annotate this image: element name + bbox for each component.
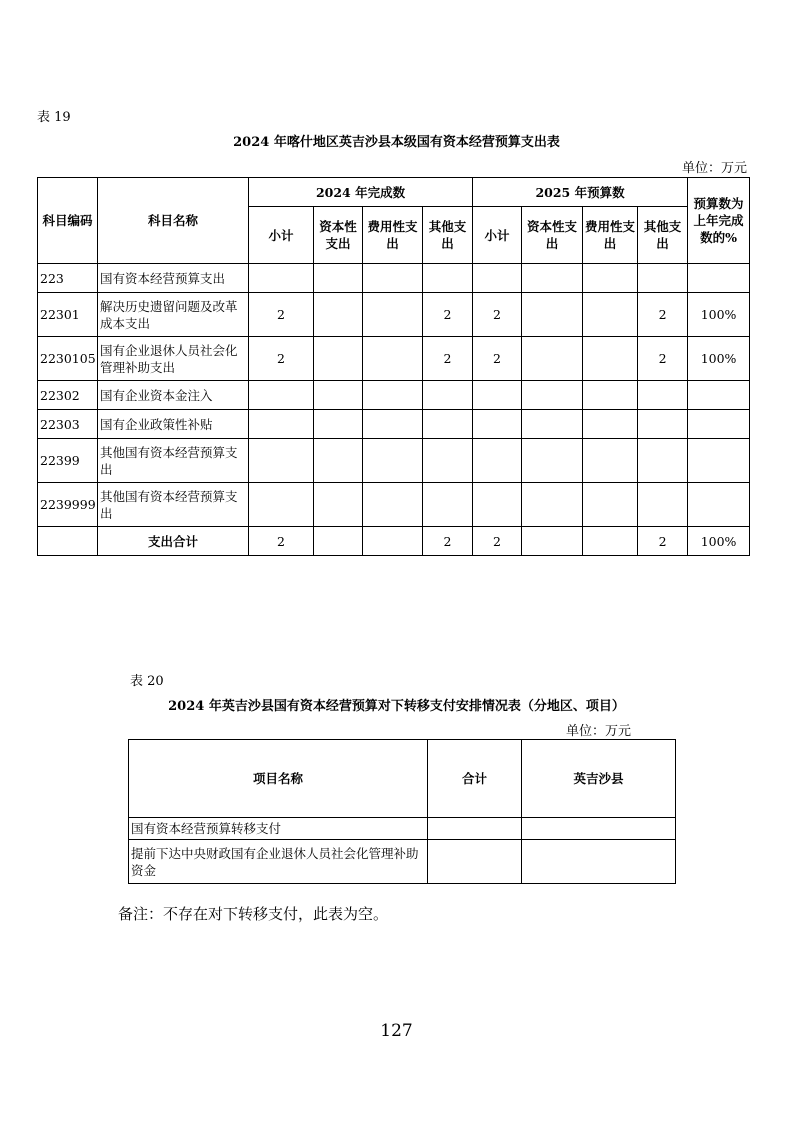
row-code: 223 (38, 264, 98, 293)
row-value (423, 483, 473, 527)
row-name: 国有企业资本金注入 (98, 381, 249, 410)
row-value (638, 483, 688, 527)
row-value (688, 381, 750, 410)
total-value (314, 527, 363, 556)
total-value: 2 (638, 527, 688, 556)
row-value: 2 (473, 337, 522, 381)
row-value (314, 264, 363, 293)
table-row (38, 381, 750, 410)
row-value (423, 439, 473, 483)
header-capital-2024: 资本性支出 (314, 207, 363, 264)
total-value (583, 527, 638, 556)
row-value (423, 264, 473, 293)
row-value (473, 381, 522, 410)
table-row (38, 293, 750, 337)
row-value: 2 (638, 337, 688, 381)
project-name: 国有资本经营预算转移支付 (129, 818, 428, 840)
project-total (428, 818, 522, 840)
row-value (638, 264, 688, 293)
row-value (314, 483, 363, 527)
row-value (583, 381, 638, 410)
row-value (583, 293, 638, 337)
row-value (363, 439, 423, 483)
row-value (583, 439, 638, 483)
row-value (363, 264, 423, 293)
header-other-2024: 其他支出 (423, 207, 473, 264)
row-code: 22399 (38, 439, 98, 483)
row-value (522, 439, 583, 483)
row-value (522, 381, 583, 410)
table-row (38, 337, 750, 381)
row-code: 22302 (38, 381, 98, 410)
row-value (583, 337, 638, 381)
row-value (423, 381, 473, 410)
row-value (314, 293, 363, 337)
row-value (583, 410, 638, 439)
row-value: 2 (638, 293, 688, 337)
table20-title: 2024 年英吉沙县国有资本经营预算对下转移支付安排情况表（分地区、项目） (168, 699, 625, 714)
row-value (522, 483, 583, 527)
row-value (583, 264, 638, 293)
row-name: 其他国有资本经营预算支出 (98, 439, 249, 483)
row-value (423, 410, 473, 439)
total-code (38, 527, 98, 556)
table-row (38, 410, 750, 439)
table20-unit: 单位：万元 (566, 724, 632, 739)
table-row (38, 264, 750, 293)
row-value (688, 410, 750, 439)
row-value: 2 (423, 337, 473, 381)
row-value (473, 483, 522, 527)
row-code: 22301 (38, 293, 98, 337)
total-value (363, 527, 423, 556)
row-name: 其他国有资本经营预算支出 (98, 483, 249, 527)
header-expense-2025: 费用性支出 (583, 207, 638, 264)
row-value (688, 264, 750, 293)
row-value: 2 (473, 293, 522, 337)
row-name: 解决历史遗留问题及改革成本支出 (98, 293, 249, 337)
header-2025: 2025 年预算数 (473, 178, 688, 207)
row-value: 100% (688, 293, 750, 337)
row-value (522, 293, 583, 337)
header-subtotal-2024: 小计 (249, 207, 314, 264)
row-value (249, 439, 314, 483)
row-value (638, 439, 688, 483)
table19-label: 表 19 (37, 110, 71, 125)
table-row (38, 439, 750, 483)
table20-label: 表 20 (130, 674, 164, 689)
header-code: 科目编码 (38, 178, 98, 264)
table19 (37, 177, 750, 556)
project-name: 提前下达中央财政国有企业退休人员社会化管理补助资金 (129, 840, 428, 884)
header-project-name: 项目名称 (129, 740, 428, 818)
row-value (363, 381, 423, 410)
header-2024: 2024 年完成数 (249, 178, 473, 207)
row-value (363, 293, 423, 337)
header-subtotal-2025: 小计 (473, 207, 522, 264)
row-code: 22303 (38, 410, 98, 439)
table20 (128, 739, 676, 884)
row-value (314, 439, 363, 483)
row-value (249, 483, 314, 527)
row-value (363, 483, 423, 527)
table-row (38, 483, 750, 527)
row-value (522, 410, 583, 439)
row-value: 100% (688, 337, 750, 381)
note: 备注：不存在对下转移支付，此表为空。 (118, 905, 389, 923)
row-name: 国有企业政策性补贴 (98, 410, 249, 439)
header-name: 科目名称 (98, 178, 249, 264)
total-value: 2 (423, 527, 473, 556)
row-value: 2 (423, 293, 473, 337)
page-number: 127 (380, 1021, 413, 1041)
row-value (583, 483, 638, 527)
row-name: 国有企业退休人员社会化管理补助支出 (98, 337, 249, 381)
row-code: 2230105 (38, 337, 98, 381)
row-value (688, 439, 750, 483)
project-county (522, 840, 676, 884)
total-label: 支出合计 (98, 527, 249, 556)
row-value (688, 483, 750, 527)
row-value (249, 410, 314, 439)
table19-unit: 单位：万元 (682, 161, 748, 176)
total-value: 2 (249, 527, 314, 556)
row-value (314, 337, 363, 381)
row-value (638, 410, 688, 439)
header-total: 合计 (428, 740, 522, 818)
header-ratio: 预算数为上年完成数的% (688, 178, 750, 264)
row-value (473, 439, 522, 483)
row-value: 2 (249, 337, 314, 381)
row-value (522, 337, 583, 381)
project-county (522, 818, 676, 840)
header-capital-2025: 资本性支出 (522, 207, 583, 264)
row-value (314, 410, 363, 439)
total-value (522, 527, 583, 556)
project-total (428, 840, 522, 884)
row-value (363, 410, 423, 439)
row-value (314, 381, 363, 410)
row-value: 2 (249, 293, 314, 337)
total-value: 100% (688, 527, 750, 556)
row-value (249, 381, 314, 410)
header-other-2025: 其他支出 (638, 207, 688, 264)
total-value: 2 (473, 527, 522, 556)
row-value (363, 337, 423, 381)
row-code: 2239999 (38, 483, 98, 527)
table19-title: 2024 年喀什地区英吉沙县本级国有资本经营预算支出表 (233, 135, 560, 150)
row-value (638, 381, 688, 410)
row-name: 国有资本经营预算支出 (98, 264, 249, 293)
header-county: 英吉沙县 (522, 740, 676, 818)
row-value (473, 410, 522, 439)
row-value (522, 264, 583, 293)
row-value (249, 264, 314, 293)
row-value (473, 264, 522, 293)
header-expense-2024: 费用性支出 (363, 207, 423, 264)
